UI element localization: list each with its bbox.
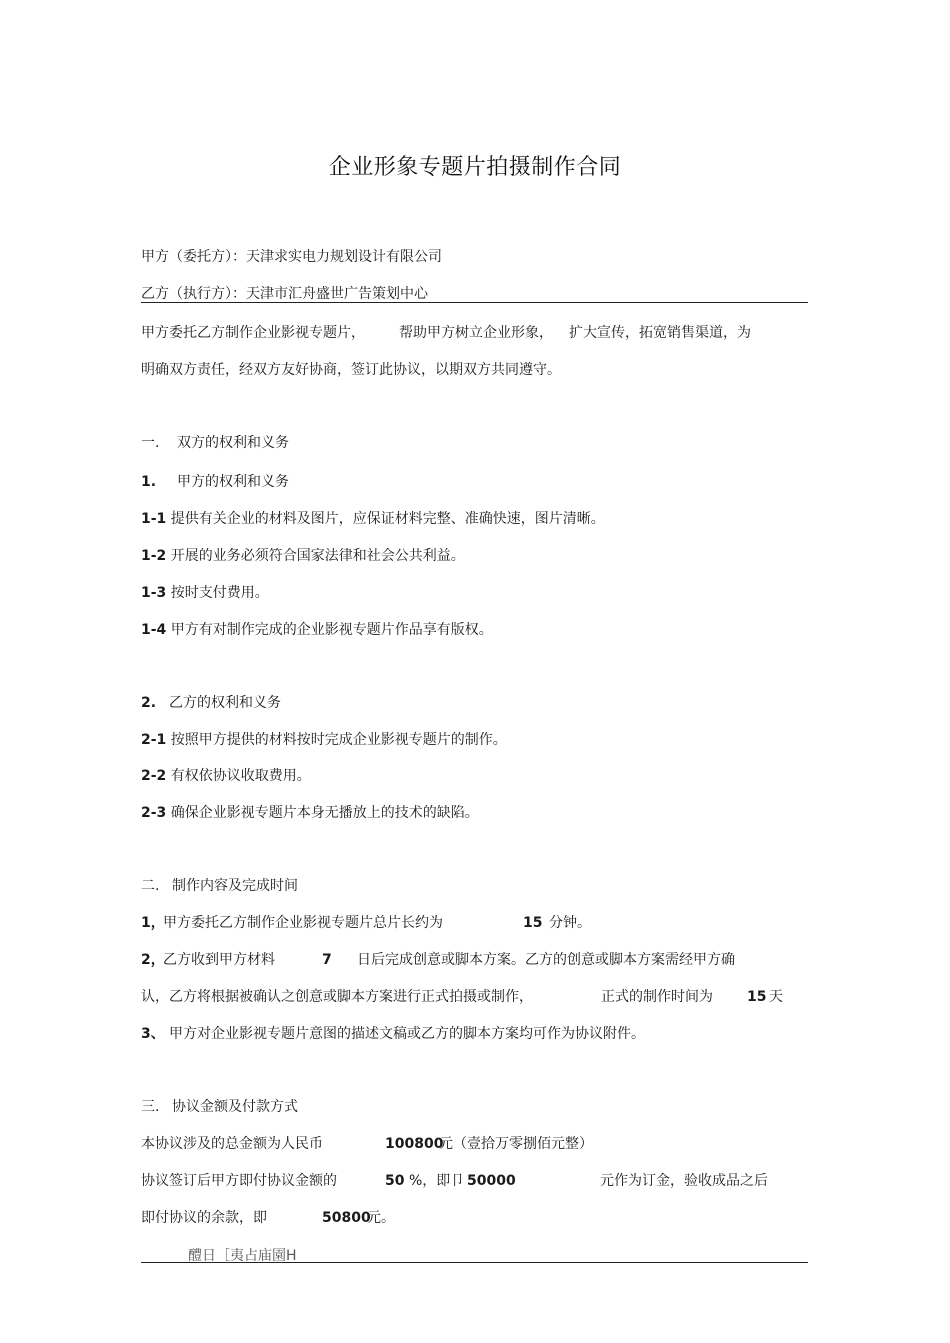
days-value: 7	[322, 952, 332, 968]
item-text: 甲方委托乙方制作企业影视专题片总片长约为	[163, 915, 443, 931]
duration-value: 15	[523, 915, 543, 931]
duration-unit: 分钟。	[549, 915, 591, 931]
clause-2-2	[141, 767, 311, 785]
clause-number: 2-1	[141, 732, 167, 748]
item-number: 2，	[141, 952, 165, 968]
clause-number: 2-2	[141, 768, 167, 784]
clause-number: 1-2	[141, 548, 167, 564]
item-number: 3、	[141, 1026, 165, 1042]
clause-text: 按照甲方提供的材料按时完成企业影视专题片的制作。	[170, 732, 507, 748]
intro-line-1-part-c: 扩大宣传，拓宽销售渠道，为	[569, 325, 751, 341]
item-text-rest: 日后完成创意或脚本方案。乙方的创意或脚本方案需经甲方确	[357, 952, 735, 968]
footer-rule	[141, 1262, 808, 1263]
clause-1-1	[141, 510, 605, 528]
section-3-number: 三.	[141, 1099, 160, 1115]
clause-2-1	[141, 731, 507, 749]
production-time-unit: 天	[769, 989, 783, 1005]
clause-text: 甲方有对制作完成的企业影视专题片作品享有版权。	[170, 622, 493, 638]
subsection-1-number: 1.	[141, 474, 157, 490]
clause-1-3	[141, 584, 269, 602]
subsection-2-title: 乙方的权利和义务	[169, 695, 281, 711]
payment-total-label: 本协议涉及的总金额为人民币	[141, 1136, 323, 1152]
item-number: 1，	[141, 915, 165, 931]
clause-number: 1-1	[141, 511, 167, 527]
clause-number: 1-4	[141, 622, 167, 638]
section-1-number: 一.	[141, 435, 160, 451]
clause-number: 2-3	[141, 805, 167, 821]
deposit-percent: 50	[385, 1173, 405, 1189]
item-text: 乙方收到甲方材料	[163, 952, 275, 968]
item-text: 甲方对企业影视专题片意图的描述文稿或乙方的脚本方案均可作为协议附件。	[169, 1026, 645, 1042]
deposit-amount: 50000	[467, 1173, 516, 1189]
clause-1-2	[141, 547, 465, 565]
clause-number: 1-3	[141, 585, 167, 601]
deposit-label: 协议签订后甲方即付协议金额的	[141, 1173, 337, 1189]
payment-total-value: 100800	[385, 1136, 444, 1152]
subsection-1-title: 甲方的权利和义务	[177, 474, 289, 490]
production-time-label: 正式的制作时间为	[601, 989, 713, 1005]
item-text: 认，乙方将根据被确认之创意或脚本方案进行正式拍摄或制作，	[141, 989, 533, 1005]
balance-unit: 元。	[367, 1210, 395, 1226]
footer-garbled-text: 醴日［夷占庙園H	[188, 1248, 297, 1264]
payment-total-unit: 元（壹拾万零捌佰元整）	[439, 1136, 593, 1152]
party-b-line: 乙方（执行方）：天津市汇舟盛世广告策划中心	[141, 286, 428, 302]
clause-text: 确保企业影视专题片本身无播放上的技术的缺陷。	[170, 805, 479, 821]
clause-text: 提供有关企业的材料及图片，应保证材料完整、准确快速，图片清晰。	[170, 511, 605, 527]
section-2-number: 二.	[141, 878, 160, 894]
subsection-2-number: 2.	[141, 695, 157, 711]
intro-line-1-part-b: 帮助甲方树立企业形象，	[399, 325, 553, 341]
balance-label: 即付协议的余款，即	[141, 1210, 267, 1226]
section-2-title: 制作内容及完成时间	[172, 878, 298, 894]
clause-text: 开展的业务必须符合国家法律和社会公共利益。	[170, 548, 465, 564]
party-a-line: 甲方（委托方）：天津求实电力规划设计有限公司	[141, 249, 442, 265]
clause-2-3	[141, 804, 479, 822]
deposit-percent-unit: %，即卩	[409, 1173, 465, 1189]
intro-line-2: 明确双方责任，经双方友好协商，签订此协议，以期双方共同遵守。	[141, 362, 561, 378]
clause-text: 有权依协议收取费用。	[170, 768, 311, 784]
document-title: 企业形象专题片拍摄制作合同	[328, 155, 622, 180]
section-3-title: 协议金额及付款方式	[172, 1099, 298, 1115]
production-time-value: 15	[747, 989, 767, 1005]
clause-1-4	[141, 621, 493, 639]
section-1-title: 双方的权利和义务	[177, 435, 289, 451]
deposit-rest: 元作为订金，验收成品之后	[600, 1173, 768, 1189]
intro-line-1-part-a: 甲方委托乙方制作企业影视专题片，	[141, 325, 365, 341]
party-b-underline	[141, 302, 808, 303]
clause-text: 按时支付费用。	[170, 585, 269, 601]
balance-amount: 50800	[322, 1210, 371, 1226]
